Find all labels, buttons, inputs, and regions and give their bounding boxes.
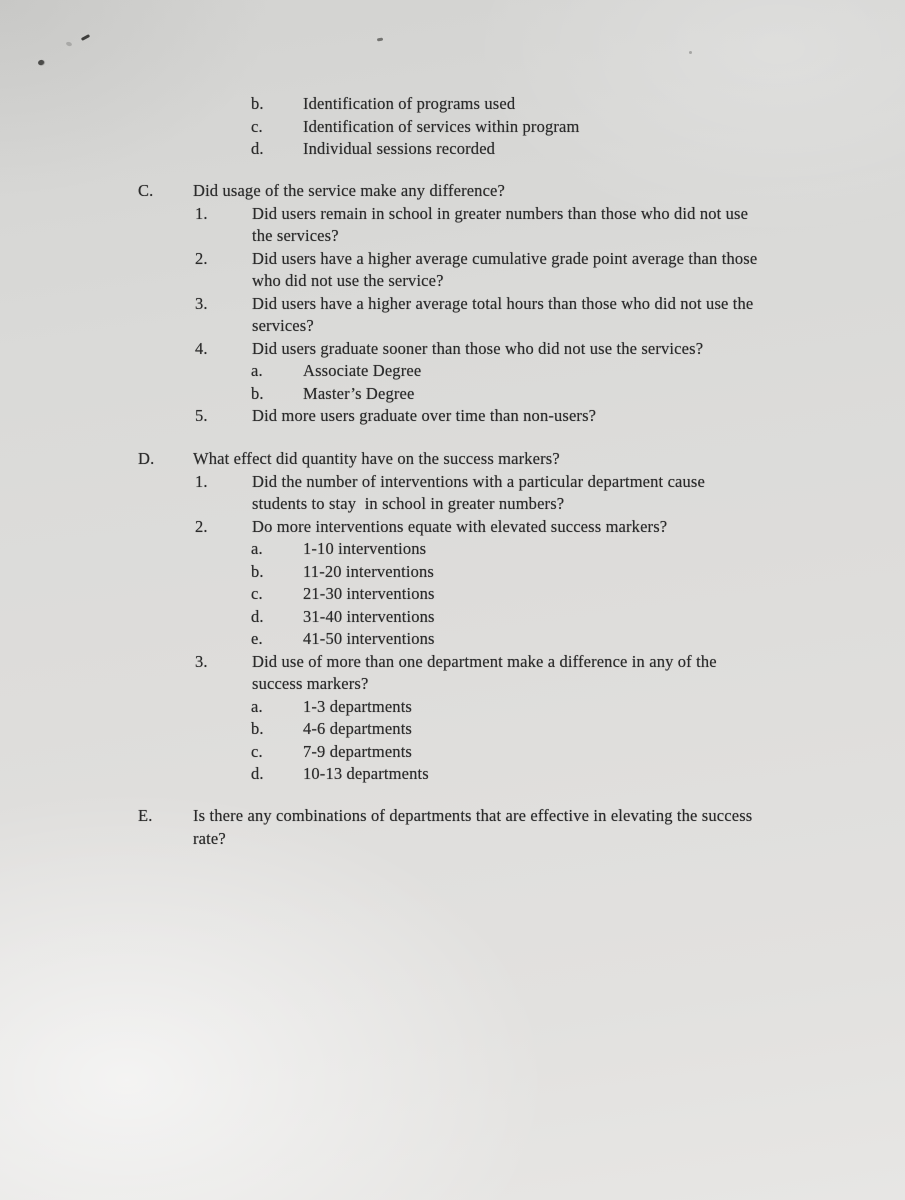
- ink-speck: [689, 51, 692, 54]
- section-heading: [138, 180, 883, 203]
- section-c: [138, 180, 883, 428]
- item-text: Did users remain in school in greater numbers than those who did not use the services?: [252, 203, 749, 245]
- outline-item: [138, 93, 883, 116]
- item-label: 1.: [195, 471, 208, 491]
- outline-subitem: [138, 360, 883, 383]
- item-text: Did more users graduate over time than non-users?: [252, 406, 597, 425]
- outline-item: [138, 116, 883, 139]
- ink-speck: [81, 34, 90, 41]
- section-title: Did usage of the service make any difference?: [193, 181, 506, 200]
- item-text: Master’s Degree: [303, 383, 415, 403]
- item-text: Do more interventions equate with elevated success markers?: [252, 516, 668, 536]
- item-label: c.: [251, 116, 263, 136]
- item-text: Identification of programs used: [303, 94, 516, 113]
- item-text: 1-3 departments: [303, 696, 413, 716]
- outline-subitem: [138, 583, 883, 606]
- outline-subitem: [138, 628, 883, 651]
- section-heading: [138, 448, 883, 471]
- item-label: 3.: [195, 293, 208, 313]
- section-label: E.: [138, 806, 153, 825]
- item-text: Associate Degree: [303, 361, 422, 380]
- item-text: Did the number of interventions with a particular department cause students to stay in school in greater numbers?: [252, 471, 705, 513]
- item-label: 1.: [195, 203, 208, 223]
- item-label: c.: [251, 741, 263, 761]
- item-text: Identification of services within program: [303, 116, 580, 136]
- outline-item: [138, 405, 883, 428]
- section-label: D.: [138, 449, 155, 468]
- item-label: a.: [251, 696, 263, 716]
- outline-subitem: [138, 718, 883, 741]
- item-label: d.: [251, 139, 264, 158]
- item-text: Did users graduate sooner than those who did not use the services?: [252, 338, 704, 358]
- item-text: 4-6 departments: [303, 719, 413, 738]
- outline-item: [138, 516, 883, 539]
- outline-item: [138, 203, 883, 248]
- item-text: Individual sessions recorded: [303, 139, 496, 158]
- outline-subitem: [138, 538, 883, 561]
- item-label: 2.: [195, 516, 208, 536]
- item-label: a.: [251, 539, 263, 558]
- item-text: 11-20 interventions: [303, 561, 435, 581]
- item-text: Did use of more than one department make a difference in any of the success markers?: [252, 651, 717, 693]
- outline-subitem: [138, 696, 883, 719]
- outline-item: [138, 248, 883, 293]
- outline-subitem: [138, 606, 883, 629]
- item-label: b.: [251, 383, 264, 403]
- item-text: 1-10 interventions: [303, 539, 427, 558]
- document-outline: [138, 93, 883, 850]
- item-text: 7-9 departments: [303, 741, 413, 761]
- item-label: 5.: [195, 406, 208, 425]
- item-label: b.: [251, 561, 264, 581]
- outline-item: [138, 471, 883, 516]
- section-e: [138, 805, 883, 850]
- item-label: d.: [251, 764, 264, 783]
- outline-item: [138, 338, 883, 361]
- section-title: Is there any combinations of departments that are effective in elevating the success rate?: [193, 806, 753, 848]
- item-label: 2.: [195, 248, 208, 268]
- item-text: Did users have a higher average total hours than those who did not use the services?: [252, 293, 754, 335]
- item-label: c.: [251, 584, 263, 603]
- intro-list: [138, 93, 883, 161]
- outline-subitem: [138, 741, 883, 764]
- section-heading: [138, 805, 883, 850]
- section-label: C.: [138, 181, 154, 200]
- ink-speck: [65, 41, 72, 47]
- item-label: d.: [251, 606, 264, 626]
- item-label: a.: [251, 361, 263, 380]
- item-label: b.: [251, 719, 264, 738]
- item-text: 31-40 interventions: [303, 606, 435, 626]
- outline-item: [138, 138, 883, 161]
- item-label: e.: [251, 629, 263, 648]
- outline-item: [138, 293, 883, 338]
- section-d: [138, 448, 883, 786]
- outline-subitem: [138, 383, 883, 406]
- item-label: 3.: [195, 651, 208, 671]
- item-label: b.: [251, 94, 264, 113]
- section-title: What effect did quantity have on the success markers?: [193, 449, 560, 468]
- item-label: 4.: [195, 338, 208, 358]
- outline-item: [138, 651, 883, 696]
- item-text: 21-30 interventions: [303, 584, 435, 603]
- outline-subitem: [138, 763, 883, 786]
- ink-speck: [37, 59, 44, 66]
- outline-subitem: [138, 561, 883, 584]
- item-text: 41-50 interventions: [303, 629, 435, 648]
- ink-speck: [377, 38, 383, 41]
- item-text: 10-13 departments: [303, 764, 429, 783]
- item-text: Did users have a higher average cumulative grade point average than those who did not use the service?: [252, 248, 758, 290]
